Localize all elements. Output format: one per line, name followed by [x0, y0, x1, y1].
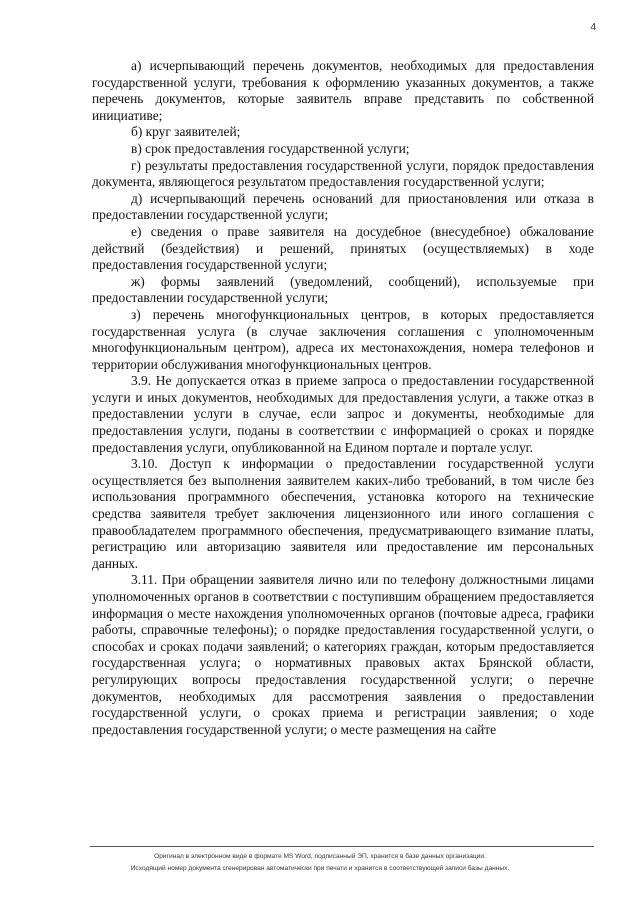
paragraph-zh: ж) формы заявлений (уведомлений, сообщений), используемые при предоставлении государственной услуги; — [92, 273, 594, 306]
paragraph-z: з) перечень многофункциональных центров, в которых предоставляется государственная услуга (в случае заключения соглашения с уполномоченным многофункциональным центром), адреса их местонахождения, номера телефонов и территории обслуживания многофункциональных центров. — [92, 306, 594, 372]
paragraph-d: д) исчерпывающий перечень оснований для приостановления или отказа в предоставлении государственной услуги; — [92, 190, 594, 223]
page-number: 4 — [590, 22, 596, 33]
footer-divider — [90, 846, 594, 847]
paragraph-3-9: 3.9. Не допускается отказ в приеме запроса о предоставлении государственной услуги и иных документов, необходимых для предоставления услуги, а также отказ в предоставлении услуги в случае, если запрос и документы, необходимые для предоставления услуги, поданы в соответствии с информацией о сроках и порядке предоставления услуги, опубликованной на Едином портале и портале услуг. — [92, 373, 594, 455]
paragraph-3-10: 3.10. Доступ к информации о предоставлении государственной услуги осуществляется без выполнения заявителем каких-либо требований, в том числе без использования программного обеспечения, установка которого на технические средства заявителя требует заключения лицензионного или иного соглашения с правообладателем программного обеспечения, предусматривающего взимание платы, регистрацию или авторизацию заявителя или предоставление им персональных данных. — [92, 456, 594, 571]
paragraph-a: а) исчерпывающий перечень документов, необходимых для предоставления государственной услуги, требования к оформлению указанных документов, а также перечень документов, которые заявитель вправе представить по собственной инициативе; — [92, 58, 594, 123]
paragraph-3-11: 3.11. При обращении заявителя лично или по телефону должностными лицами уполномоченных органов в соответствии с поступившим обращением предоставляется информация о месте нахождения уполномоченных органов (почтовые адреса, графики работы, справочные телефоны); о порядке предоставления государственной услуги, о способах и сроках подачи заявлений; о категориях граждан, которым предоставляется государственная услуга; о нормативных правовых актах Брянской области, регулирующих вопросы предоставления государственной услуги; о перечне документов, необходимых для рассмотрения заявления о предоставлении государственной услуги, о сроках приема и регистрации заявления; о ходе предоставления государственной услуги; о месте размещения на сайте — [92, 572, 594, 737]
document-body — [92, 58, 594, 738]
paragraph-b: б) круг заявителей; — [131, 124, 241, 140]
footer-line-number: Исходящий номер документа сгенерирован автоматически при печати и хранится в соответствующей записи базы данных. — [130, 865, 510, 872]
paragraph-g: г) результаты предоставления государственной услуги, порядок предоставления документа, являющегося результатом предоставления государственной услуги; — [92, 157, 594, 190]
paragraph-v: в) срок предоставления государственной услуги; — [131, 140, 410, 156]
footer-line-original: Оригинал в электронном виде в формате MS Word, подписанный ЭП, хранится в базе данных организации. — [154, 853, 486, 860]
paragraph-e: е) сведения о праве заявителя на досудебное (внесудебное) обжалование действий (бездействия) и решений, принятых (осуществляемых) в ходе предоставления государственной услуги; — [92, 223, 594, 273]
